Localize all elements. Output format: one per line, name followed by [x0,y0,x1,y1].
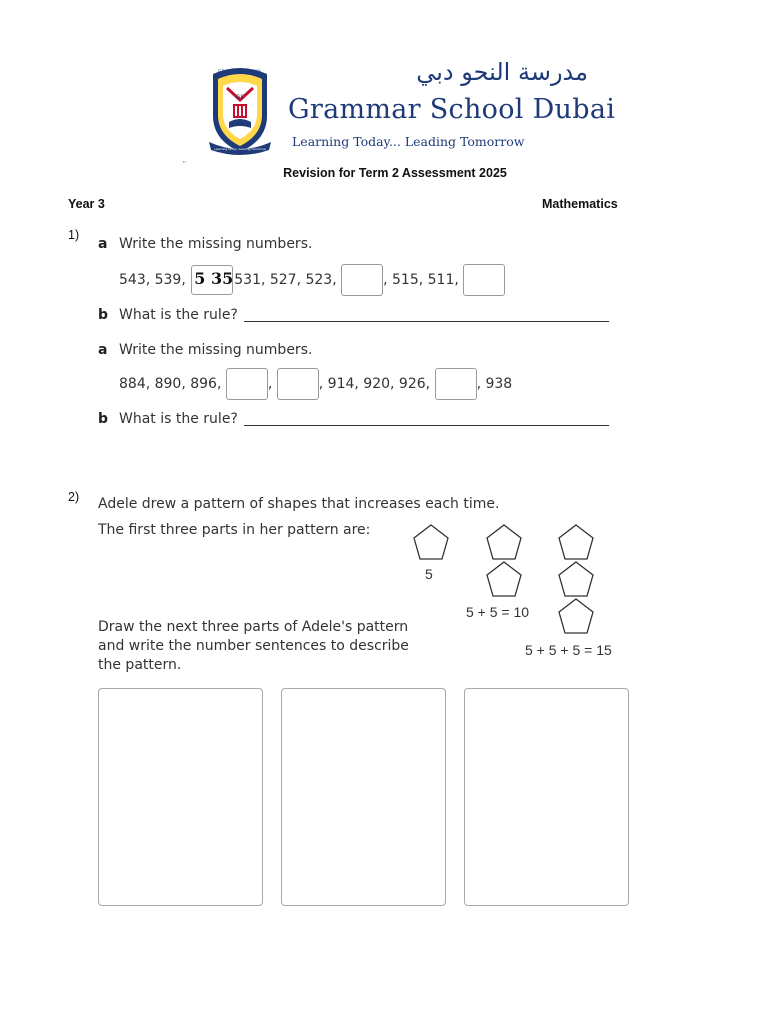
sequence-end: , 938 [476,376,513,392]
q2-instruction-1: Draw the next three parts of Adele's pattern [98,619,409,635]
q2-instruction-3: the pattern. [98,657,182,673]
q2-line-2: The first three parts in her pattern are: [98,522,371,538]
q2-line-1: Adele drew a pattern of shapes that increases each time. [98,496,500,512]
pentagon-shape [559,599,593,633]
pentagon-shape [559,525,593,559]
q1-part1-a-text: Write the missing numbers. [119,236,313,252]
q1-part1-b-text: What is the rule? [119,307,238,323]
q1-part1-sequence [119,264,505,296]
answer-box-2[interactable] [341,264,383,296]
q1-part2-b-text: What is the rule? [119,411,238,427]
school-crest-logo [207,64,273,156]
school-motto: Learning Today... Leading Tomorrow [292,134,525,149]
q1-part2-sequence: 884, 890, 896, , , 914, 920, 926, , 938 [119,368,512,400]
pattern-label-2: 5 + 5 = 10 [466,604,530,620]
rule-answer-line-1[interactable] [244,321,609,322]
pentagon-shape [414,525,448,559]
q2-instruction-2: and write the number sentences to describe [98,638,409,654]
crest-banner-text: Learning today, Leading tomorrow [214,147,266,151]
question-2-number: 2) [68,490,80,504]
handwritten-answer: 5 35 [194,269,234,288]
answer-box-4[interactable] [226,368,268,400]
answer-box-3[interactable] [463,264,505,296]
crest-text: GRAMMAR SCHOOL [218,70,262,75]
drawing-box-1[interactable] [98,688,263,906]
q1-part2-a-label: a [98,342,108,358]
answer-box-5[interactable] [277,368,319,400]
pattern-label-3: 5 + 5 + 5 = 15 [525,642,612,658]
pentagon-shape [487,562,521,596]
answer-box-6[interactable] [435,368,477,400]
pattern-label-1: 5 [425,566,433,582]
year-label: Year 3 [68,197,105,211]
sequence-mid: , 914, 920, 926, [318,376,431,392]
school-name: Grammar School Dubai [288,94,616,125]
drawing-box-2[interactable] [281,688,446,906]
small-mark: " [183,160,186,169]
sequence-mid2: , 515, 511, [383,272,459,288]
q1-part2-a-text: Write the missing numbers. [119,342,313,358]
rule-answer-line-2[interactable] [244,425,609,426]
pentagon-shape [559,562,593,596]
school-name-arabic: مدرسة النحو دبي [416,58,588,86]
subject-label: Mathematics [542,197,618,211]
question-1-number: 1) [68,228,80,242]
pentagon-shape [487,525,521,559]
sequence-start: 543, 539, [119,272,186,288]
answer-box-1[interactable] [191,265,233,295]
drawing-box-3[interactable] [464,688,629,906]
pentagon-pattern [405,515,605,645]
q1-part2-b-label: b [98,411,109,427]
q1-part1-a-label: a [98,236,108,252]
page-title: Revision for Term 2 Assessment 2025 [283,166,507,180]
crest-initials: GS [235,94,245,101]
sequence-mid: 531, 527, 523, [234,272,337,288]
sequence-start: 884, 890, 896, [119,376,222,392]
q1-part1-b-label: b [98,307,109,323]
